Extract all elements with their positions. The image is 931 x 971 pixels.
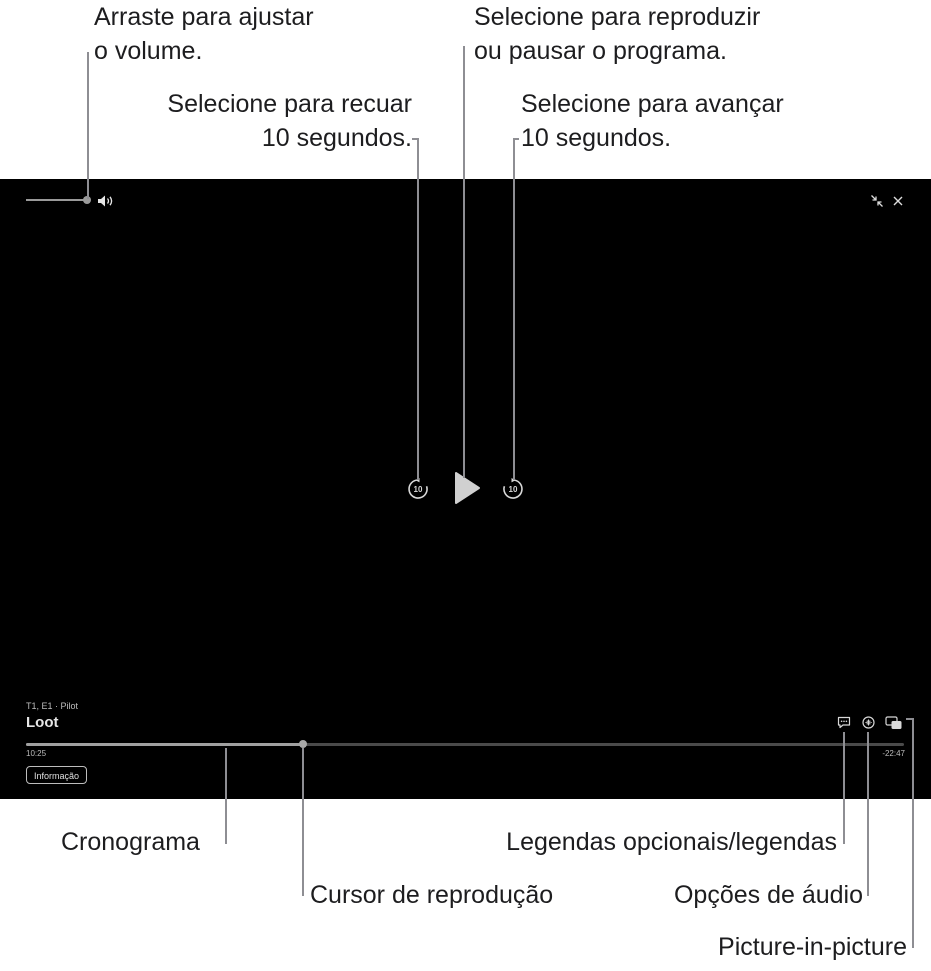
leader-line-volume xyxy=(87,52,89,199)
time-elapsed: 10:25 xyxy=(26,749,47,758)
callout-skip-back: Selecione para recuar 10 segundos. xyxy=(167,90,412,152)
leader-line-pip xyxy=(912,718,914,948)
callout-play-pause: Selecione para reproduzir ou pausar o programa. xyxy=(474,3,761,65)
video-player[interactable] xyxy=(0,179,931,799)
callout-timeline: Cronograma xyxy=(61,828,200,856)
callout-skip-forward: Selecione para avançar 10 segundos. xyxy=(521,90,784,152)
leader-line-playhead xyxy=(302,748,304,896)
skip-back-10-icon[interactable] xyxy=(407,478,429,500)
volume-slider-track[interactable] xyxy=(26,199,86,201)
info-button[interactable]: Informação xyxy=(26,766,87,784)
svg-text:10: 10 xyxy=(508,485,518,495)
leader-line-skip-forward xyxy=(513,138,515,480)
callout-volume: Arraste para ajustar o volume. xyxy=(94,3,314,65)
skip-forward-10-icon[interactable] xyxy=(502,478,524,500)
svg-text:10: 10 xyxy=(413,485,423,495)
callout-playhead: Cursor de reprodução xyxy=(310,881,554,909)
playhead[interactable] xyxy=(299,740,307,748)
callout-pip: Picture-in-picture xyxy=(718,933,907,961)
timeline-progress xyxy=(26,743,303,746)
leader-line-subtitles xyxy=(843,732,845,844)
close-icon[interactable] xyxy=(892,195,904,207)
timeline[interactable] xyxy=(26,743,904,746)
leader-line-timeline xyxy=(225,748,227,844)
leader-line-audio xyxy=(867,732,869,896)
callout-audio: Opções de áudio xyxy=(673,881,863,909)
speaker-icon[interactable] xyxy=(97,194,117,208)
audio-options-icon[interactable] xyxy=(862,716,875,729)
subtitles-icon[interactable] xyxy=(837,716,851,729)
picture-in-picture-icon[interactable] xyxy=(885,716,903,730)
leader-line-play xyxy=(463,46,465,478)
callout-subtitles: Legendas opcionais/legendas xyxy=(506,828,837,856)
minimize-icon[interactable] xyxy=(870,194,884,208)
play-icon[interactable] xyxy=(453,471,481,505)
episode-label: T1, E1 · Pilot xyxy=(26,701,79,711)
time-remaining: -22:47 xyxy=(882,749,905,758)
show-title: Loot xyxy=(26,714,59,731)
leader-line-skip-back xyxy=(417,138,419,480)
